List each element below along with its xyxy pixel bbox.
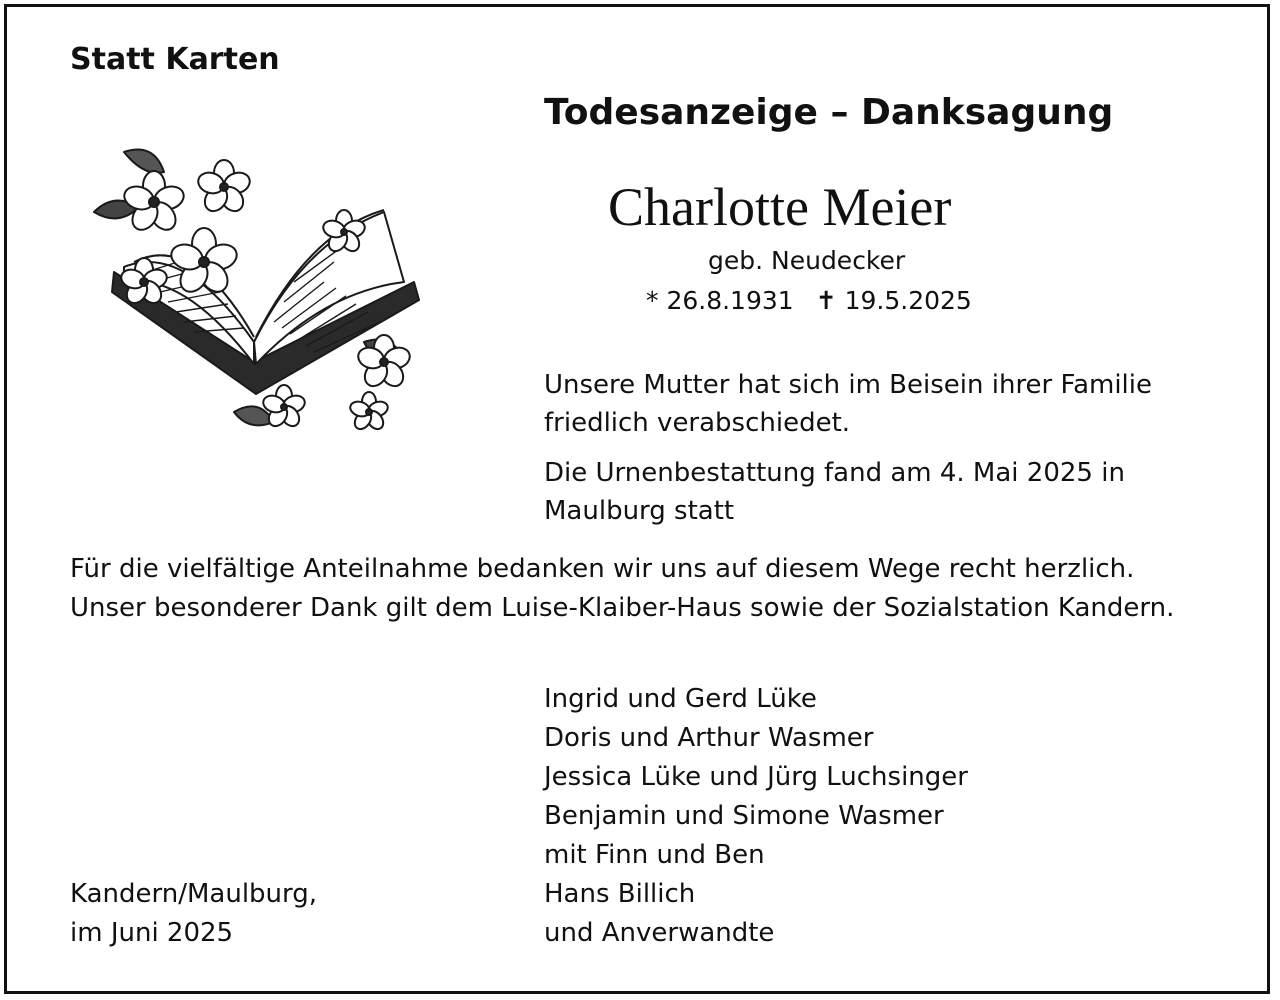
date-line: im Juni 2025 [70,918,234,948]
paragraph-line: Unsere Mutter hat sich im Beisein ihrer Familie [544,370,1153,400]
life-dates [646,286,972,315]
open-book-with-flowers-icon [84,132,430,444]
notice-title: Todesanzeige – Danksagung [544,92,1114,133]
thanks-paragraph [70,550,1174,628]
mourners-list [544,680,968,953]
mourner-entry: Doris und Arthur Wasmer [544,723,874,753]
death-date: ✝ 19.5.2025 [815,286,972,315]
place-line: Kandern/Maulburg, [70,879,318,909]
birth-date: * 26.8.1931 [646,286,794,315]
mourner-entry: mit Finn und Ben [544,840,765,870]
mourner-entry: Jessica Lüke und Jürg Luchsinger [544,762,968,792]
mourner-entry: Benjamin und Simone Wasmer [544,801,944,831]
paragraph-line: Für die vielfältige Anteilnahme bedanken wir uns auf diesem Wege recht herzlich. [70,554,1135,584]
place-date [70,875,317,953]
farewell-paragraph [544,366,1152,442]
paragraph-line: friedlich verabschiedet. [544,408,851,438]
mourner-entry: und Anverwandte [544,918,775,948]
paragraph-line: Unser besonderer Dank gilt dem Luise-Klaiber-Haus sowie der Sozialstation Kandern. [70,593,1175,623]
burial-paragraph [544,454,1125,530]
paragraph-line: Maulburg statt [544,496,735,526]
maiden-name: geb. Neudecker [708,246,906,275]
deceased-name: Charlotte Meier [608,177,952,237]
mourner-entry: Ingrid und Gerd Lüke [544,684,817,714]
statt-karten-note: Statt Karten [70,42,280,77]
paragraph-line: Die Urnenbestattung fand am 4. Mai 2025 in [544,458,1125,488]
mourner-entry: Hans Billich [544,879,696,909]
